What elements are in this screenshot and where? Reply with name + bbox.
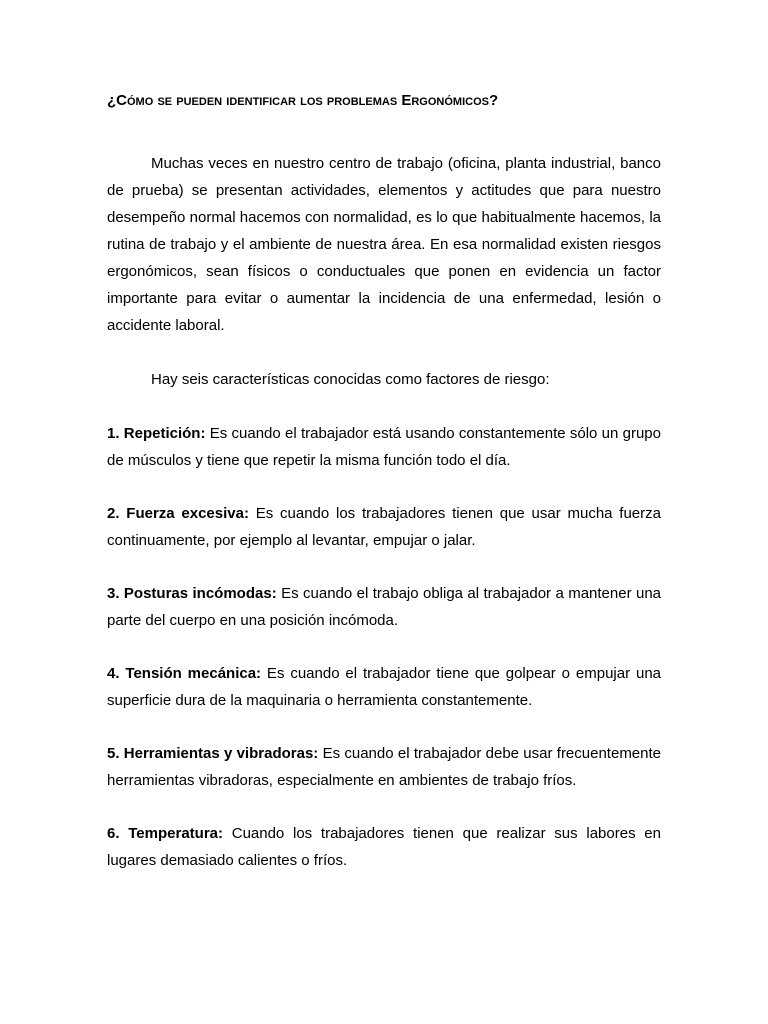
risk-factor-text: Cuando los trabajadores tienen que realizar sus labores en lugares demasiado calientes o fríos. bbox=[107, 825, 661, 869]
risk-factor-item bbox=[107, 500, 661, 554]
risk-factor-text: Es cuando el trabajador está usando constantemente sólo un grupo de músculos y tiene que repetir la misma función todo el día. bbox=[107, 425, 661, 469]
risk-factor-item bbox=[107, 580, 661, 634]
risk-factor-label: 6. Temperatura: bbox=[107, 825, 223, 842]
risk-factor-label: 2. Fuerza excesiva: bbox=[107, 505, 249, 522]
risk-factor-text: Es cuando el trabajador tiene que golpear o empujar una superficie dura de la maquinaria o herramienta constantemente. bbox=[107, 665, 661, 709]
risk-factor-label: 5. Herramientas y vibradoras: bbox=[107, 745, 319, 762]
risk-factor-text: Es cuando el trabajador debe usar frecuentemente herramientas vibradoras, especialmente en ambientes de trabajo fríos. bbox=[107, 745, 662, 789]
intro-paragraph: Muchas veces en nuestro centro de trabajo (oficina, planta industrial, banco de prueba) se presentan actividades, elementos y actitudes que para nuestro desempeño normal hacemos con normalidad, es lo que habitualmente hacemos, la rutina de trabajo y el ambiente de nuestra área. En esa normalidad existen riesgos ergonómicos, sean físicos o conductuales que ponen en evidencia un factor importante para evitar o aumentar la incidencia de una enfermedad, lesión o accidente laboral. bbox=[107, 155, 661, 334]
document-body bbox=[107, 90, 661, 874]
risk-factor-label: 3. Posturas incómodas: bbox=[107, 585, 277, 602]
risk-factor-label: 4. Tensión mecánica: bbox=[107, 665, 262, 682]
risk-factor-text: Es cuando el trabajo obliga al trabajador a mantener una parte del cuerpo en una posición incómoda. bbox=[107, 585, 662, 629]
risk-factor-item bbox=[107, 820, 661, 874]
risk-factor-text: Es cuando los trabajadores tienen que usar mucha fuerza continuamente, por ejemplo al levantar, empujar o jalar. bbox=[107, 505, 661, 549]
risk-factor-label: 1. Repetición: bbox=[107, 425, 206, 442]
risk-factor-item bbox=[107, 660, 661, 714]
risk-factor-item bbox=[107, 420, 661, 474]
risk-factor-item bbox=[107, 740, 661, 794]
document-title: ¿Cómo se pueden identificar los problemas Ergonómicos? bbox=[107, 92, 499, 109]
lead-paragraph: Hay seis características conocidas como factores de riesgo: bbox=[151, 371, 550, 388]
